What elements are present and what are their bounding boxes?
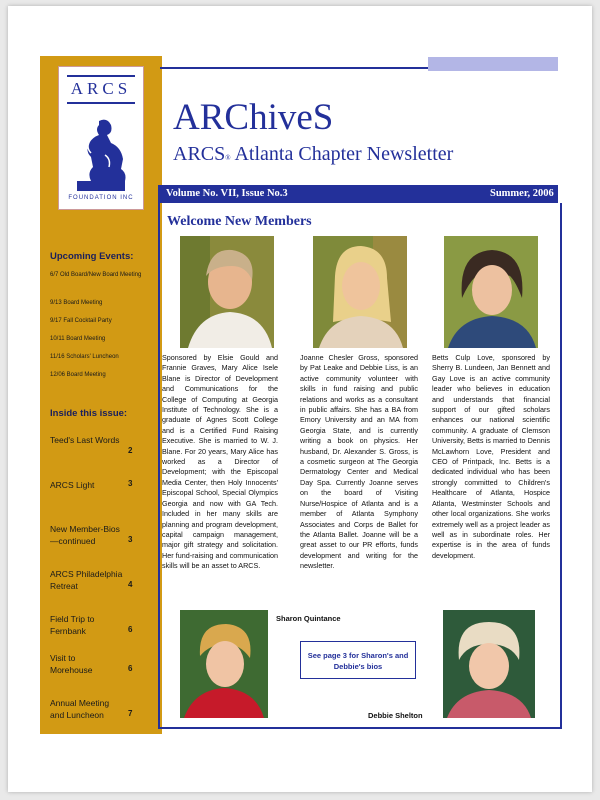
member-photo-gross: [313, 236, 407, 348]
subtitle-text: Atlanta Chapter Newsletter: [234, 143, 454, 165]
bio-gross: Joanne Chesler Gross, sponsored by Pat Leake and Debbie Liss, is an active community volunteer with skills in fund raising and public relations and works as a consultant in public affairs. She has a BA from Emory University and an MA from Georgia State, and is currently writing a book on physics. Her husband, Dr. Alexander S. Gross, is a cosmetic surgeon at The Georgia Dermatology Center and Medical Day Spa. Currently Joanne serves on the board of Visiting Nurse/Hospice of Atlanta and is a member of Atlanta Symphony Associates and Corps de Ballet for the Atlanta Ballet. Joanne will be a great asset to our PR efforts, funds development and writing for the newsletter.: [300, 353, 418, 571]
toc-entry-page: 6: [128, 664, 133, 673]
header-accent-block: [428, 57, 558, 71]
registered-mark: ®: [225, 154, 231, 162]
issue-season: Summer, 2006: [490, 188, 554, 199]
logo-title: ARCS: [70, 79, 132, 98]
logo-rule-bottom: [67, 102, 135, 104]
member-photo-love: [444, 236, 538, 348]
event-item: 10/11 Board Meeting: [50, 336, 106, 342]
upcoming-events-heading: Upcoming Events:: [50, 251, 134, 262]
toc-entry-title[interactable]: Field Trip to Fernbank: [50, 614, 95, 636]
event-item: 9/13 Board Meeting: [50, 300, 103, 306]
member-photo-shelton: [443, 610, 535, 718]
toc-entry-title[interactable]: ARCS Light: [50, 480, 95, 490]
newsletter-subtitle: [173, 143, 453, 166]
logo-foundation-text: FOUNDATION INC: [68, 195, 134, 201]
toc-entry-page: 6: [128, 625, 133, 634]
toc-entry-title[interactable]: Annual Meeting and Luncheon: [50, 698, 110, 720]
toc-entry-title[interactable]: ARCS Philadelphia Retreat: [50, 569, 123, 591]
toc-entry-page: 3: [128, 535, 133, 544]
toc-entry-title[interactable]: Visit to Morehouse: [50, 653, 93, 675]
caption-debbie: Debbie Shelton: [368, 711, 423, 720]
event-item: 12/06 Board Meeting: [50, 372, 106, 378]
volume-issue: Volume No. VII, Issue No.3: [166, 188, 288, 199]
event-item: 11/16 Scholars' Luncheon: [50, 354, 119, 360]
subtitle-arcs: ARCS: [173, 143, 226, 165]
logo-rule-top: [67, 75, 135, 77]
event-item: 9/17 Fall Cocktail Party: [50, 318, 112, 324]
toc-entry-page: 3: [128, 479, 133, 488]
welcome-heading: Welcome New Members: [167, 214, 312, 229]
toc-entry-page: 2: [128, 446, 133, 455]
inside-issue-heading: Inside this issue:: [50, 408, 128, 419]
event-item: 6/7 Old Board/New Board Meeting: [50, 272, 142, 278]
toc-entry-page: 4: [128, 580, 133, 589]
toc-entry-page: 7: [128, 709, 133, 718]
bio-love: Betts Culp Love, sponsored by Sherry B. Lundeen, Jan Bennett and Gay Love is an active community leader who believes in education and understands that financial support of our gifted scholars enhances our national scientific community. A graduate of Clemson University, Betts is married to Dennis McLawhorn Love, President and CEO of Printpack, Inc. Betts is a dedicated individual who has been strongly committed to Children's Healthcare of Atlanta, Hospice Atlanta, Westminster Schools and other local organizations. She works extremely well as a project leader as well as in subordinate roles. Her expertise is in the area of funds development.: [432, 353, 550, 560]
toc-entry-title[interactable]: New Member-Bios—continued: [50, 524, 120, 546]
caption-sharon: Sharon Quintance: [276, 614, 341, 623]
bio-blane: Sponsored by Elsie Gould and Frannie Graves, Mary Alice Isele Blane is Director of Development and Communications for the College of Computing at Georgia Institute of Technology. She is a graduate of Agnes Scott College and is a Certified Fund Raising Executive. She is married to W. J. Blane. For 20 years, Mary Alice has worked as a Director of Development; with the Episcopal Media Center, then Holy Innocents' Episcopal School, Special Olympics Georgia and now with GA Tech. Included in her many skills are planning and program development, capital campaign management, major gift strategy and solicitation. Her fund-raising and communication skills will be an asset to ARCS.: [162, 353, 278, 571]
member-photo-blane: [180, 236, 274, 348]
arcs-logo: [58, 66, 144, 210]
bios-note-box: See page 3 for Sharon's and Debbie's bios: [300, 641, 416, 679]
newsletter-title: ARChiveS: [173, 97, 334, 138]
member-photo-quintance: [180, 610, 268, 718]
toc-entry-title[interactable]: Teed's Last Words: [50, 435, 120, 445]
thinker-statue-icon: [69, 109, 133, 193]
